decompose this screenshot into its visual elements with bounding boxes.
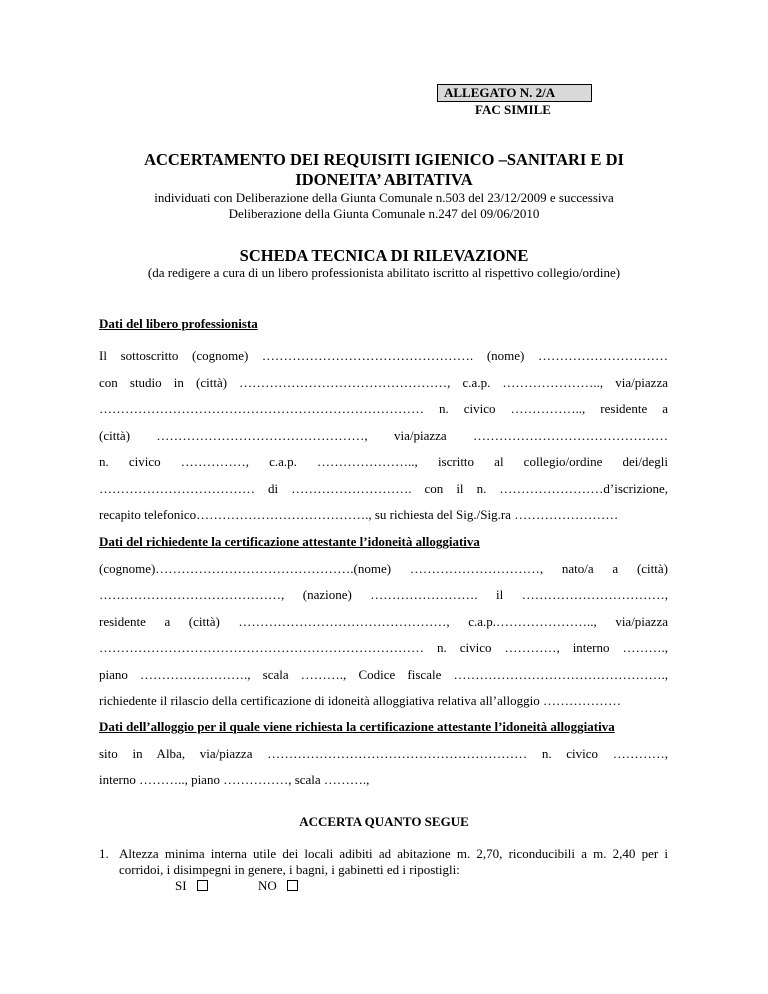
document-title-line1: ACCERTAMENTO DEI REQUISITI IGIENICO –SANITARI E DI [144,150,624,169]
richiedente-line: ……………………………………, (nazione) ……………………. il ……………………………, [99,587,668,602]
richiedente-line: piano ……………………., scala ………., Codice fiscale …………………………………………., [99,667,668,682]
allegato-label: ALLEGATO N. 2/A [444,85,556,100]
section-alloggio-heading: Dati dell’alloggio per il quale viene richiesta la certificazione attestante l’idoneità alloggiativa [99,719,615,734]
item-number: 1. [99,846,109,861]
professionista-line: ………………………………………………………………… n. civico …………….., residente a [99,401,668,416]
alloggio-line: sito in Alba, via/piazza …………………………………………………… n. civico …………, [99,746,668,761]
si-label: SI [175,878,187,893]
deliberation-line1: individuati con Deliberazione della Giunta Comunale n.503 del 23/12/2009 e successiva [154,190,614,205]
richiedente-line: richiedente il rilascio della certificazione di idoneità alloggiativa relativa all’alloggio ……………… [99,693,621,708]
professionista-line: Il sottoscritto (cognome) …………………………………………. (nome) ………………………… [99,348,668,363]
fac-simile-label: FAC SIMILE [475,102,551,117]
richiedente-line: ………………………………………………………………… n. civico …………, interno ………., [99,640,668,655]
scheda-title: SCHEDA TECNICA DI RILEVAZIONE [239,246,529,265]
accerta-heading: ACCERTA QUANTO SEGUE [299,814,469,829]
professionista-line: recapito telefonico…………………………………., su richiesta del Sig./Sig.ra …………………… [99,507,619,522]
alloggio-line: interno ……….., piano ……………, scala ………., [99,772,370,787]
professionista-line: (città) …………………………………………, via/piazza ……………………………………… [99,428,668,443]
si-option [175,878,208,894]
richiedente-line: (cognome)……………………………………….(nome) …………………………, nato/a a (città) [99,561,668,576]
section-professionista-heading: Dati del libero professionista [99,316,258,331]
item-text-line2: corridoi, i disimpegni in genere, i bagni, i gabinetti ed i ripostigli: [119,862,460,877]
no-label: NO [258,878,277,893]
si-checkbox[interactable] [197,880,208,891]
professionista-line: n. civico ……………, c.a.p. ………………….., iscritto al collegio/ordine dei/degli [99,454,668,469]
professionista-line: con studio in (città) …………………………………………, c.a.p. ………………….., via/piazza [99,375,668,390]
scheda-subtitle: (da redigere a cura di un libero professionista abilitato iscritto al rispettivo collegio/ordine) [147,265,621,280]
document-title-line2: IDONEITA’ ABITATIVA [295,170,473,189]
no-checkbox[interactable] [287,880,298,891]
no-option [258,878,298,894]
item-text-line1: Altezza minima interna utile dei locali adibiti ad abitazione m. 2,70, riconducibili a m. 2,40 per i [119,846,668,861]
richiedente-line: residente a (città) …………………………………………, c.a.p.………………….., via/piazza [99,614,668,629]
deliberation-line2: Deliberazione della Giunta Comunale n.247 del 09/06/2010 [228,206,540,221]
professionista-line: ……………………………… di ………………………. con il n. ……………………d’iscrizione, [99,481,668,496]
allegato-box [437,84,592,102]
section-richiedente-heading: Dati del richiedente la certificazione attestante l’idoneità alloggiativa [99,534,480,549]
